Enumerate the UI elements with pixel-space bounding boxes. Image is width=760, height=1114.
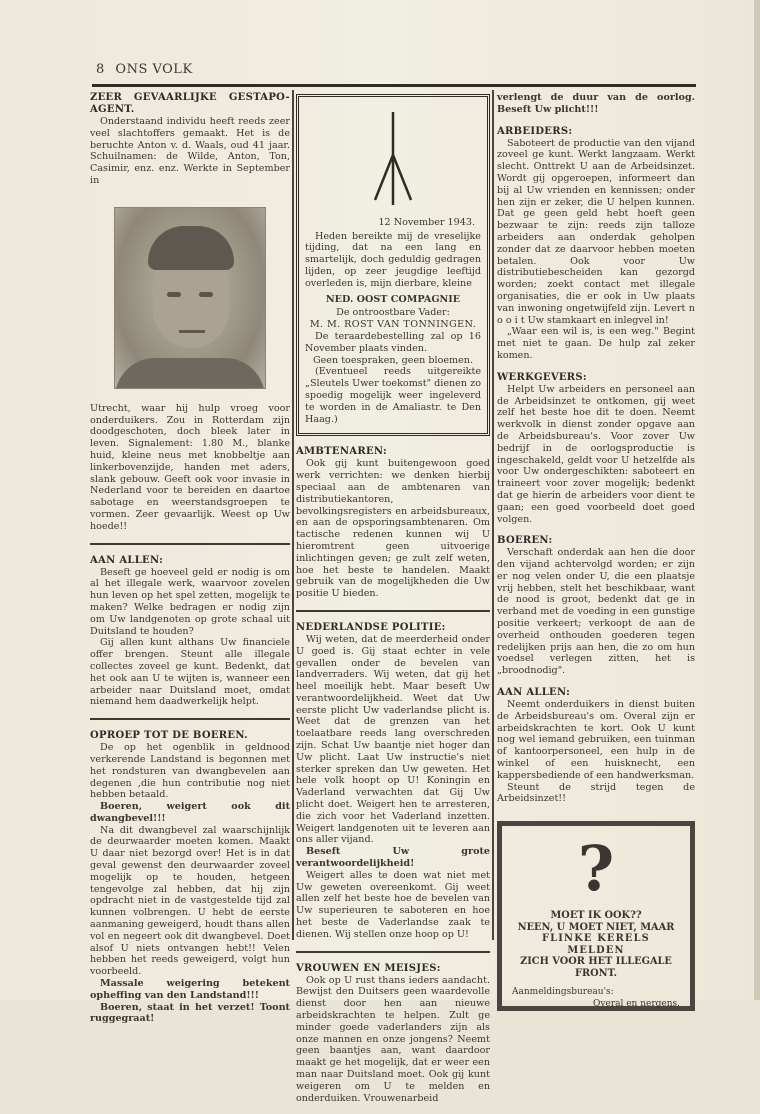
advert-text — [512, 910, 680, 979]
advert-line: FLINKE KERELS MELDEN — [542, 933, 650, 956]
article-heading: OPROEP TOT DE BOEREN. — [90, 730, 248, 742]
notice-burial: De teraardebestelling zal op 16 November plaats vinden. — [305, 330, 481, 354]
article-text: Gij allen kunt althans Uw financiele offer brengen. Steunt alle illegale collectes zoveel ge kunt. Bedenkt, dat het ook aan U te wijten is, wanneer een arbeider naar Duitsland moet, omdat niemand hem daadwerkelijk helpt. — [90, 637, 290, 708]
notice-body: Heden bereikte mij de vreselijke tijding, dat na een lang en smartelijk, doch geduldig gedragen lijden, op zeer jeugdige leeftijd overleden is, mijn dierbare, kleine — [305, 230, 481, 289]
article-text: De op het ogenblik in geldnood verkerende Landstand is begonnen met het rondsturen van dwangbevelen aan degenen ,die hun contributie nog niet hebben betaald. — [90, 742, 290, 801]
article-text: Massale weigering betekent opheffing van den Landstand!!! — [90, 978, 290, 1001]
article-text: Helpt Uw arbeiders en personeel aan de Arbeidsinzet te ontkomen, gij weet zelf het beste hoe dit te doen. Neemt werkvolk in dienst zonder opgave aan de Arbeidsbureau's. Voor zover Uw bedrijf in de oorlogsproductie is ingeschakeld, geldt voor U hetzelfde als voor Uw ondergeschikten: saboteert en traineert voor zover mogelijk; bedenkt dat ge hierin de arbeiders voor dient te gaan; een goed voorbeeld doet goed volgen. — [497, 383, 695, 525]
article-text: „Waar een wil is, is een weg." Begint met niet te gaan. De hulp zal zeker komen. — [497, 326, 695, 361]
arbeiders-article — [497, 126, 695, 362]
article-heading: ARBEIDERS: — [497, 125, 573, 137]
article-text: Weigert alles te doen wat niet met Uw geweten overeenkomt. Gij weet allen zelf het beste hoe de bevelen van Uw superieuren te saboteren en hoe het beste de Vaderlandse zaak te dienen. Wij stellen onze hoop op U! — [296, 869, 490, 940]
article-text: Onderstaand individu heeft reeds zeer veel slachtoffers gemaakt. Het is de beruchte Anton v. d. Waals, oud 41 jaar. Schuilnamen: de Wilde, Anton, Ton, Casimir, enz. enz. Werkte in September in — [90, 116, 290, 186]
column-2 — [296, 92, 490, 1114]
section-rule — [296, 951, 490, 953]
advert-line: FRONT. — [574, 967, 618, 979]
ambtenaren-article — [296, 446, 490, 600]
aan-allen-article-2 — [497, 687, 695, 805]
notice-no-speech: Geen toespraken, geen bloemen. — [312, 354, 474, 366]
werkgevers-article — [497, 372, 695, 526]
article-heading: WERKGEVERS: — [497, 371, 587, 383]
section-rule — [90, 718, 290, 720]
column-3 — [497, 92, 695, 1011]
boeren-article-2 — [497, 535, 695, 677]
article-heading: AAN ALLEN: — [497, 687, 571, 699]
article-text: Beseft ge hoeveel geld er nodig is om al het illegale werk, waarvoor zovelen hun leven op het spel zetten, mogelijk te maken? Welke bedragen er nodig zijn om Uw landgenoten op grote schaal uit Duitsland te houden? — [90, 566, 290, 637]
article-heading: NEDERLANDSE POLITIE: — [296, 621, 446, 633]
article-text: Utrecht, waar hij hulp vroeg voor onderduikers. Zou in Rotterdam zijn doodgeschoten, doch bleek later in leven. Signalement: 1.80 M., blanke huid, kleine neus met knobbeltje aan linkerbovenzijde, handen met aders, slank gebouw. Geeft ook voor invasie in Nederland voor te bereiden en daartoe sabotage en weerstandsgroepen te vormen. Zeer gevaarlijk. Weest op Uw hoede!! — [90, 402, 290, 532]
gestapo-article — [90, 92, 290, 533]
article-text: Verschaft onderdak aan hen die door den vijand achtervolgd worden; er zijn er nog velen onder U, die een plaatsje vrij hebben, stelt het beschikbaar, want de nood is groot, bedenkt dat ge in verband met de voeding in een gunstige positie verkeert; verkoopt de aan de overheid onthouden goederen tegen redelijken prijs aan hen, die zo om hun voedsel verlegen zitten, het is „broodnodig". — [497, 547, 695, 677]
article-text: Ook op U rust thans ieders aandacht. Bewijst den Duitsers geen waardevolle dienst door hen aan nieuwe arbeidskrachten te helpen. Zult ge minder goede vaderlanders zijn als onze mannen en onze jongens? Neemt geen baantjes aan, want daardoor maakt ge het mogelijk, dat er weer een man naar Duitsland moet. Ook gij kunt weigeren om U te melden en onderduiken. Vrouwenarbeid — [296, 974, 490, 1104]
advert-footer — [512, 987, 680, 1011]
article-text: Boeren, weigert ook dit dwangbevel!!! — [90, 801, 290, 824]
notice-father-label: De ontroostbare Vader: — [336, 307, 450, 319]
death-rune-icon — [363, 107, 423, 207]
masthead — [96, 62, 193, 77]
article-text: Wij weten, dat de meerderheid onder U goed is. Gij staat echter in vele gevallen onder de bevelen van landverraders. Wij weten, dat gij het heel moeilijk hebt. Maar beseft Uw verantwoordelijkheid. Weet dat Uw eerste plicht Uw vaderlandse plicht is. Weet dat de grenzen van het toelaatbare reeds lang overschreden zijn. Schat Uw baantje niet hoger dan Uw plicht. Laat Uw instructie's niet sterker spreken dan Uw geweten. Het hele volk hoopt op U! Koningin en Vaderland verwachten dat Gij Uw plicht doet. Weigert hen te arresteren, die zich voor het Vaderland inzetten. Weigert landgenoten uit te leveren aan ons aller vijand. — [296, 633, 490, 846]
article-heading: AMBTENAREN: — [296, 446, 387, 458]
article-heading: ZEER GEVAARLIJKE GESTAPO-AGENT. — [90, 92, 290, 115]
article-heading: VROUWEN EN MEISJES: — [296, 962, 441, 974]
illegal-front-advert — [497, 821, 695, 1011]
portrait-photo — [114, 207, 266, 389]
article-heading: BOEREN: — [497, 535, 553, 547]
article-text: Neemt onderduikers in dienst buiten de Arbeidsbureau's om. Overal zijn er arbeidskrachten te kort. Ook U kunt nog wel iemand gebruiken, een tuinman of kantoorpersoneel, een hulp in de winkel of een huisknecht, een kappersbediende of een handwerksman. — [497, 699, 695, 781]
aan-allen-article — [90, 555, 290, 709]
section-rule — [296, 610, 490, 612]
column-divider — [492, 90, 494, 940]
page-edge — [754, 0, 760, 1000]
advert-footer-value: Overal en nergens. — [593, 999, 680, 1010]
question-mark-icon: ? — [577, 832, 615, 906]
advert-line: ZICH VOOR HET ILLEGALE — [520, 956, 672, 968]
advert-line: NEEN, U MOET NIET, MAAR — [517, 921, 675, 933]
article-text: Na dit dwangbevel zal waarschijnlijk de deurwaarder moeten komen. Maakt U daar niet bezorgd over! Het is in dat geval gewenst den deurwaarder zoveel mogelijk op te houden, hetgeen tengevolge zal hebben, dat hij zijn opdracht niet in de vastgestelde tijd zal kunnen volbrengen. U hebt de eerste aanmaning geweigerd, houdt thans allen vol en negeert ook dit dwangbevel. Doet alsof U niets ontvangen hebt!! Velen hebben het reeds geweigerd, volgt hun voorbeeld. — [90, 824, 290, 978]
column-divider — [292, 90, 294, 940]
advert-line: MOET IK OOK?? — [550, 910, 642, 922]
top-rule — [92, 84, 696, 87]
death-notice — [296, 94, 490, 436]
article-text: Beseft Uw grote verantwoordelijkheid! — [296, 846, 490, 870]
paper-title: ONS VOLK — [115, 62, 193, 77]
article-text: Ook gij kunt buitengewoon goed werk verrichten: we denken hierbij speciaal aan de ambtenaren van distributiekantoren, bevolkingsregisters en arbeidsbureaux, en aan de opsporingsambtenaren. Om tactische redenen kunnen wij U hieromtrent geen uitvoerige inlichtingen geven; ge zult zelf weten, hoe het beste te handelen. Maakt gebruik van de mogelijkheden die Uw positie U bieden. — [296, 458, 490, 600]
notice-name: M. M. ROST VAN TONNINGEN. — [309, 319, 477, 331]
section-rule — [90, 543, 290, 545]
continuation-text: verlengt de duur van de oorlog. Beseft Uw plicht!!! — [497, 92, 695, 115]
boeren-article — [90, 730, 290, 1025]
article-text: Steunt de strijd tegen de Arbeidsinzet!! — [497, 781, 695, 805]
article-text: Boeren, staat in het verzet! Toont ruggegraat! — [90, 1001, 290, 1025]
column-1 — [90, 92, 290, 1035]
advert-footer-label: Aanmeldingsbureau's: — [512, 987, 614, 998]
article-heading: AAN ALLEN: — [90, 554, 164, 566]
notice-date: 12 November 1943. — [378, 216, 475, 228]
vrouwen-article — [296, 963, 490, 1105]
article-text: Saboteert de productie van den vijand zoveel ge kunt. Werkt langzaam. Werkt slecht. Onttrekt U aan de Arbeidsinzet. Wordt gij opgeroepen, informeert dan bij al Uw vrienden en kennissen; onder hen zijn er zeker, die U helpen kunnen. Dat ge geen geld hebt hoeft geen bezwaar te zijn: reeds zijn talloze arbeiders aan onderdak geholpen zonder dat ze daarvoor hebben moeten betalen. Ook voor Uw distributiebescheiden kan gezorgd worden; zoekt contact met illegale organisaties, die er ook in Uw plaats van inwoning ongetwijfeld zijn. Levert n o o i t Uw stamkaart en inlegvel in! — [497, 137, 695, 326]
page-number: 8 — [96, 62, 105, 77]
notice-org: NED. OOST COMPAGNIE — [325, 293, 461, 305]
notice-postscript: (Eventueel reeds uitgereikte „Sleutels Uwer toekomst" dienen zo spoedig mogelijk weer ingeleverd te worden in de Amaliastr. te Den Haag.) — [305, 366, 481, 425]
politie-article — [296, 622, 490, 941]
